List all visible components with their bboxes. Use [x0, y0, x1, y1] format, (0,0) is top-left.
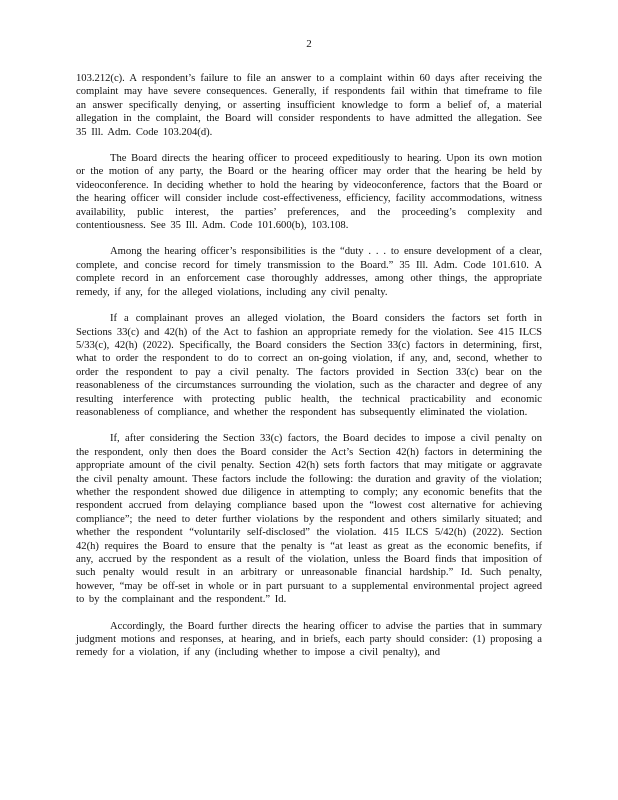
document-body: [76, 72, 542, 673]
paragraph-5: If, after considering the Section 33(c) factors, the Board decides to impose a civil penalty on the respondent, only then does the Board consider the Act’s Section 42(h) factors in determining the appropriate amount of the civil penalty. Section 42(h) sets forth factors that may mitigate or aggravate the civil penalty amount. These factors include the following: the duration and gravity of the violation; whether the respondent showed due diligence in attempting to comply; any economic benefits that the respondent accrued from delaying compliance based upon the “lowest cost alternative for achieving compliance”; the need to deter further violations by the respondent and others similarly situated; and whether the respondent “voluntarily self-disclosed” the violation. 415 ILCS 5/42(h) (2022). Section 42(h) requires the Board to ensure that the penalty is “at least as great as the economic benefits, if any, accrued by the respondent as a result of the violation, unless the Board finds that imposition of such penalty would result in an arbitrary or unreasonable financial hardship.” Id. Such penalty, however, “may be off-set in whole or in part pursuant to a supplemental environmental project agreed to by the complainant and the respondent.” Id.: [76, 433, 542, 606]
paragraph-3: Among the hearing officer’s responsibilities is the “duty . . . to ensure development of a clear, complete, and concise record for timely transmission to the Board.” 35 Ill. Adm. Code 101.610. A complete record in an enforcement case thoroughly addresses, among other things, the appropriate remedy, if any, for the alleged violations, including any civil penalty.: [76, 246, 542, 298]
page-number: 2: [306, 38, 312, 50]
paragraph-4: If a complainant proves an alleged violation, the Board considers the factors set forth in Sections 33(c) and 42(h) of the Act to fashion an appropriate remedy for the violation. See 415 ILCS 5/33(c), 42(h) (2022). Specifically, the Board considers the Section 33(c) factors in determining, first, what to order the respondent to do to correct an on-going violation, if any, and, second, whether to order the respondent to pay a civil penalty. The factors provided in Section 33(c) bear on the reasonableness of the circumstances surrounding the violation, such as the character and degree of any resulting interference with protecting public health, the technical practicability and economic reasonableness of compliance, and whether the respondent has subsequently eliminated the violation.: [76, 313, 542, 418]
paragraph-6: Accordingly, the Board further directs the hearing officer to advise the parties that in summary judgment motions and responses, at hearing, and in briefs, each party should consider: (1) proposing a remedy for a violation, if any (including whether to impose a civil penalty), and: [76, 620, 542, 659]
paragraph-1: 103.212(c). A respondent’s failure to file an answer to a complaint within 60 days after receiving the complaint may have severe consequences. Generally, if respondents fail within that timeframe to file an answer specifically denying, or asserting insufficient knowledge to form a belief of, a material allegation in the complaint, the Board will consider respondents to have admitted the allegation. See 35 Ill. Adm. Code 103.204(d).: [76, 73, 542, 138]
paragraph-2: The Board directs the hearing officer to proceed expeditiously to hearing. Upon its own motion or the motion of any party, the Board or the hearing officer may order that the hearing be held by videoconference. In deciding whether to hold the hearing by videoconference, factors that the Board or the hearing officer will consider include cost-effectiveness, efficiency, facility accommodations, witness availability, public interest, the parties’ preferences, and the proceeding’s complexity and contentiousness. See 35 Ill. Adm. Code 101.600(b), 103.108.: [76, 153, 542, 232]
